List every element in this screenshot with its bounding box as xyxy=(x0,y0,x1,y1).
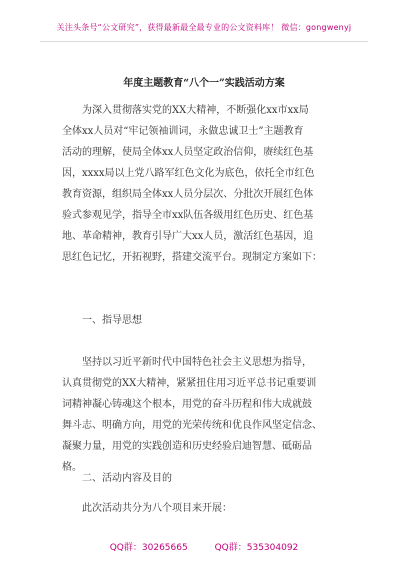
section-1-line: 坚持以习近平新时代中国特色社会主义思想为指导， xyxy=(82,357,312,368)
intro-line: 验式参观见学，指导全市xx队伍各级用红色历史、红色基 xyxy=(62,210,314,221)
footer-qq-group-1: QQ群：30265665 xyxy=(109,543,188,553)
intro-line: 地、革命精神，教育引导广大xx人员，激活红色基因，追 xyxy=(62,231,314,242)
section-1-heading: 一、指导思想 xyxy=(82,315,142,326)
section-1-heading-block xyxy=(62,310,350,331)
document-title: 年度主题教育“八个一”实践活动方案 xyxy=(123,78,285,89)
page-footer xyxy=(0,540,408,553)
section-1-line: 词精神凝心铸魂这个根本，用党的奋斗历程和伟大成就鼓 xyxy=(62,399,312,410)
section-1-line: 舞斗志、明确方向，用党的光荣传统和优良作风坚定信念、 xyxy=(62,420,322,431)
header-divider xyxy=(40,41,368,42)
intro-line: 思红色记忆，开拓视野，搭建交流平台。现制定方案如下： xyxy=(62,252,322,263)
section-2-heading: 二、活动内容及目的 xyxy=(82,473,172,484)
section-2-paragraph xyxy=(62,498,350,519)
intro-paragraph xyxy=(62,100,350,268)
intro-line: 因，xxxx局以上党八路军红色文化为底色，依托全市红色 xyxy=(62,168,315,179)
intro-line: 教育资源，组织局全体xx人员分层次、分批次开展红色体 xyxy=(62,189,314,200)
section-1-line: 格。 xyxy=(62,462,82,473)
section-2-line: 此次活动共分为八个项目来开展： xyxy=(82,503,232,514)
header-promo-text: 关注头条号“公文研究”，获得最新最全最专业的公文资料库！ 微信：gongwenyj xyxy=(56,23,352,32)
page-header xyxy=(0,22,408,33)
intro-line: 活动的理解，使局全体xx人员坚定政治信仰，赓续红色基 xyxy=(62,147,314,158)
section-1-line: 凝聚力量，用党的实践创造和历史经验启迪智慧、砥砺品 xyxy=(62,441,312,452)
section-1-paragraph xyxy=(62,352,350,478)
intro-line: 全体xx人员对“牢记领袖训词，永做忠诚卫士”主题教育 xyxy=(62,126,304,137)
section-1-line: 认真贯彻党的XX大精神，紧紧扭住用习近平总书记重要训 xyxy=(62,378,317,389)
footer-qq-group-2: QQ群：535304092 xyxy=(214,543,299,553)
intro-line: 为深入贯彻落实党的XX大精神，不断强化xx市xx局 xyxy=(82,105,309,116)
section-2-heading-block xyxy=(62,468,350,489)
